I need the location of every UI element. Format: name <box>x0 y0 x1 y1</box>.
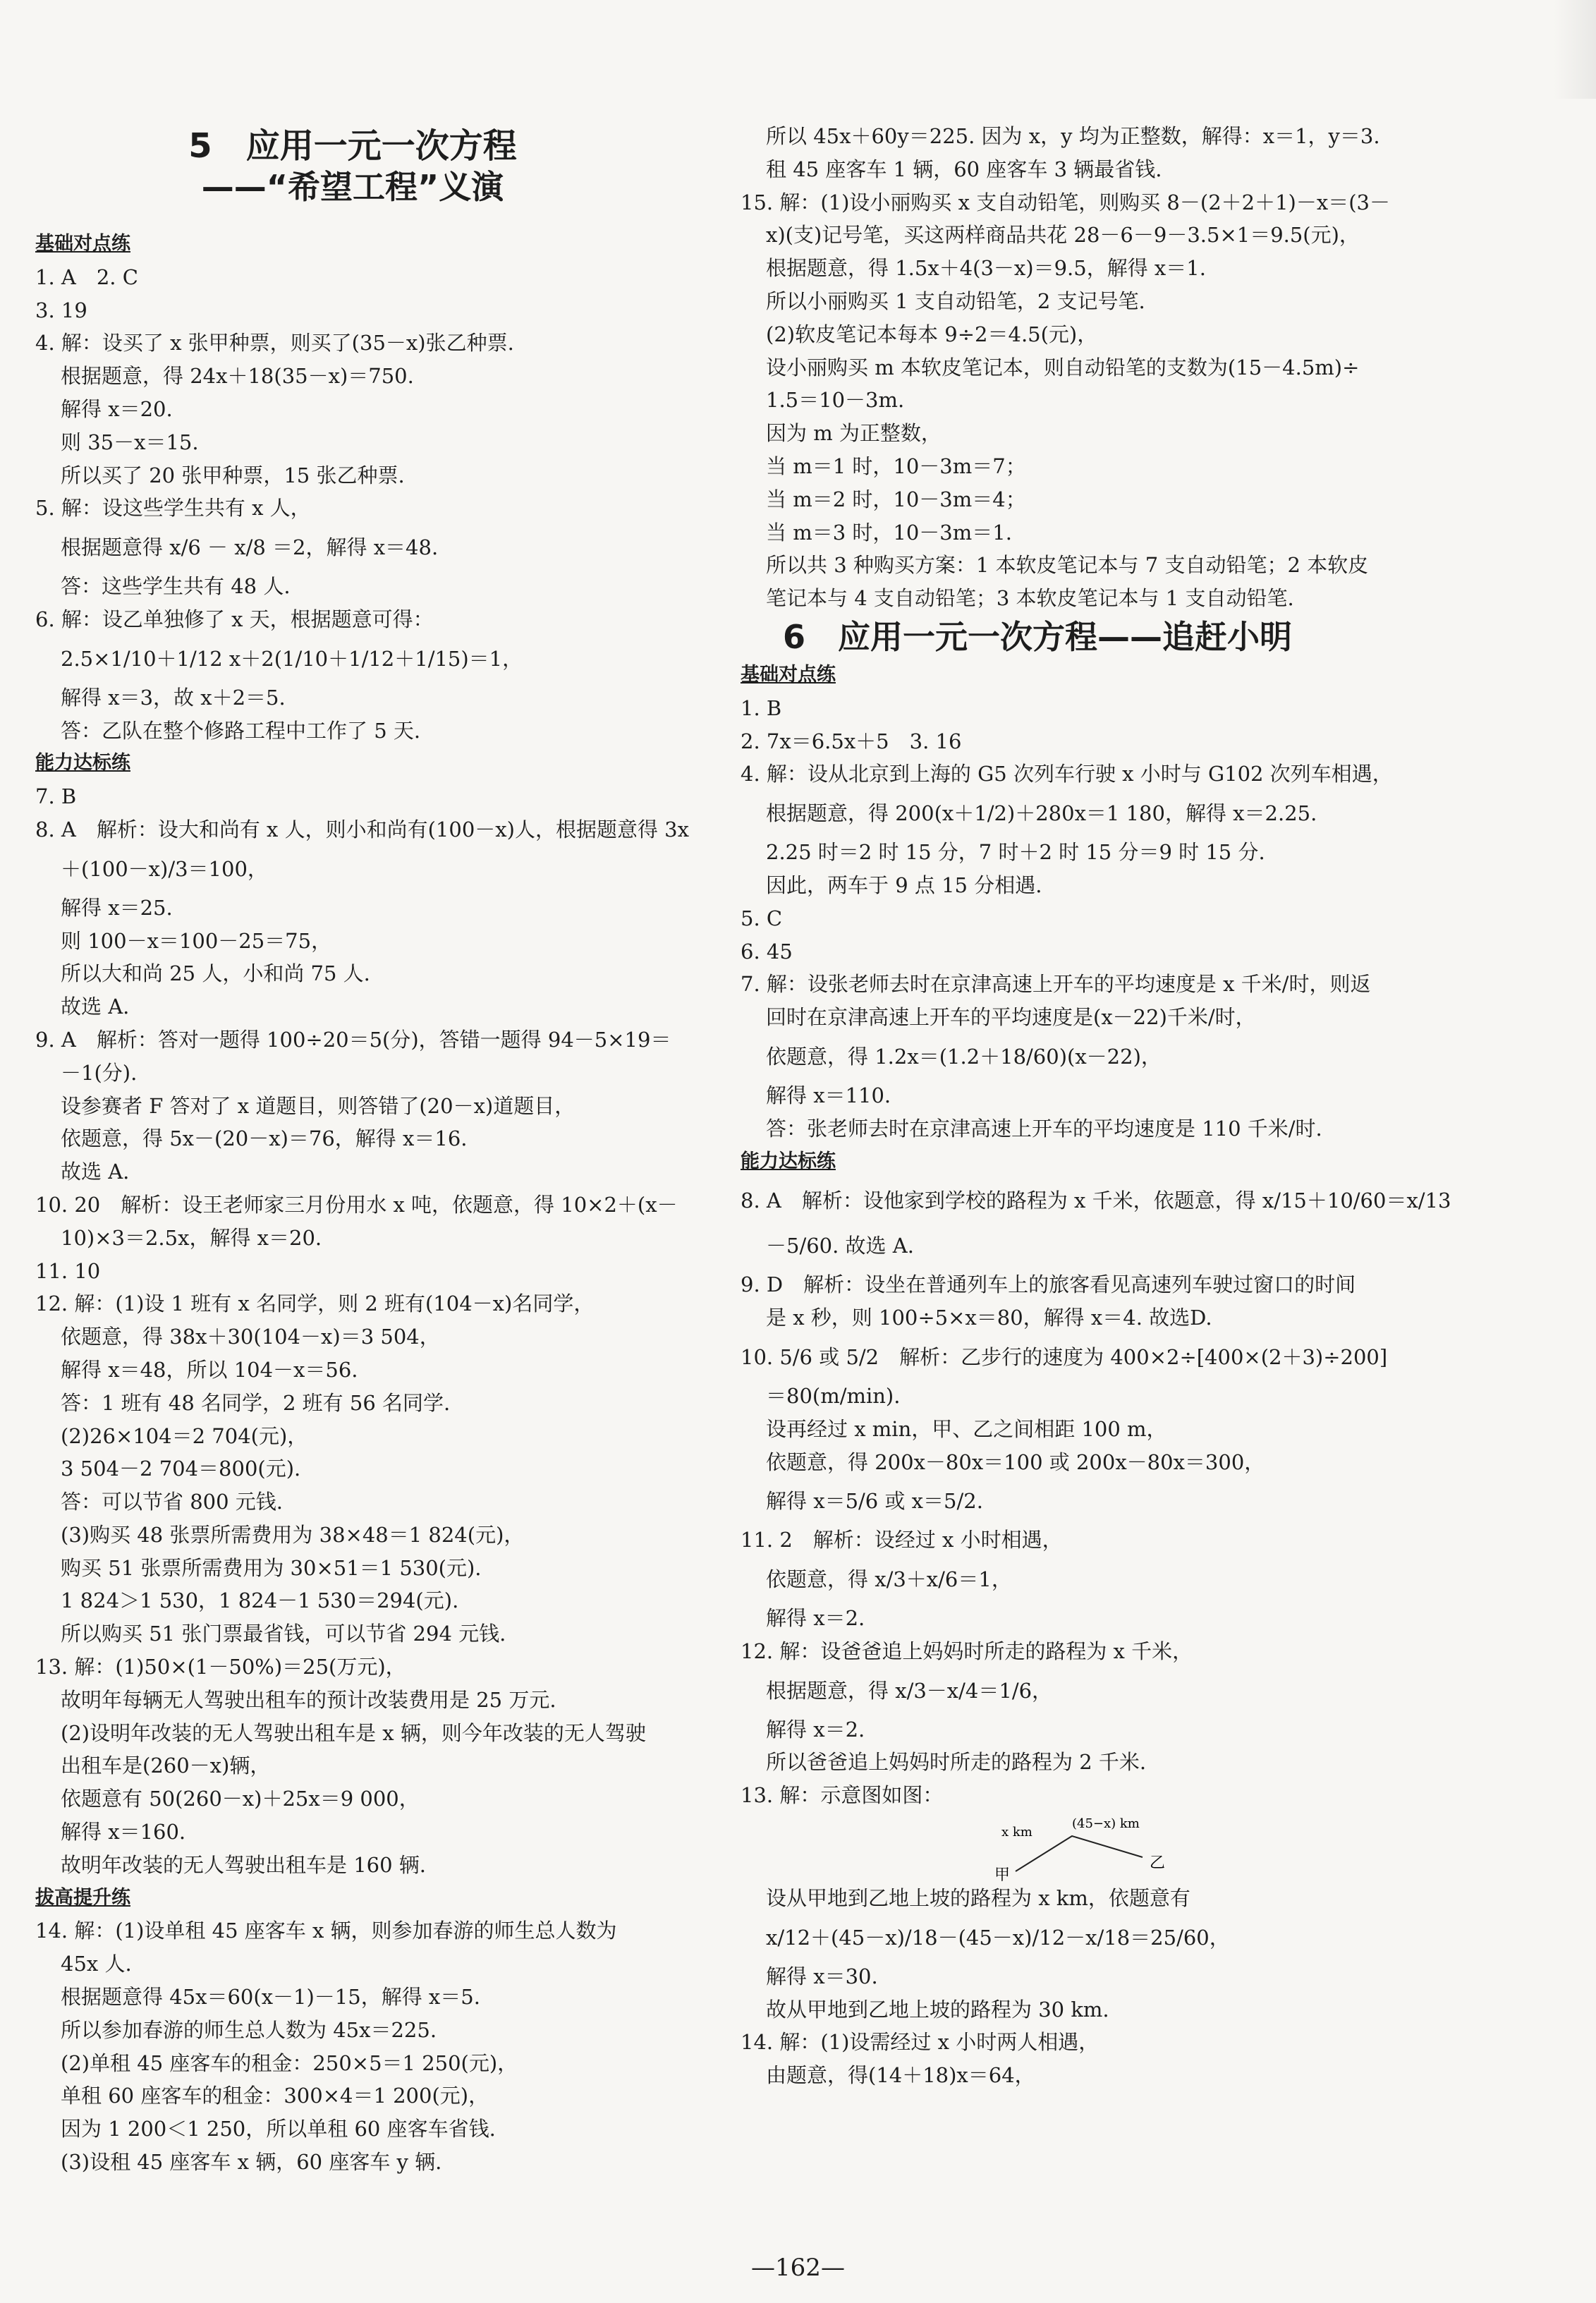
section-5-title: 5 应用一元一次方程 <box>188 126 517 166</box>
answer-line: 12. 解：(1)设 1 班有 x 名同学，则 2 班有(104－x)名同学， <box>35 1292 595 1316</box>
answer-line: －5/60. 故选 A. <box>766 1234 914 1258</box>
answer-line: 11. 10 <box>35 1258 101 1283</box>
answer-line: 解得 x＝5/6 或 x＝5/2. <box>766 1489 983 1514</box>
answer-line: 根据题意得 45x＝60(x－1)－15，解得 x＝5. <box>61 1985 480 2010</box>
answer-line: 6. 解：设乙单独修了 x 天，根据题意可得： <box>35 607 434 631</box>
answer-line: 答：乙队在整个修路工程中工作了 5 天. <box>61 718 421 743</box>
answer-line: 租 45 座客车 1 辆，60 座客车 3 辆最省钱. <box>766 157 1162 181</box>
answer-line: 设从甲地到乙地上坡的路程为 x km，依题意有 <box>766 1886 1190 1911</box>
answer-line: 笔记本与 4 支自动铅笔；3 本软皮笔记本与 1 支自动铅笔. <box>766 586 1294 611</box>
answer-line: 15. 解：(1)设小丽购买 x 支自动铅笔，则购买 8－(2＋2＋1)－x＝(3－ <box>741 190 1390 214</box>
answer-line: 依题意，得 x/3＋x/6＝1， <box>766 1567 1012 1592</box>
answer-line: 解得 x＝2. <box>766 1717 865 1742</box>
answer-line: －1(分). <box>61 1060 138 1085</box>
answer-line: 1. A 2. C <box>35 265 138 289</box>
answer-line: 所以爸爸追上妈妈时所走的路程为 2 千米. <box>766 1750 1147 1775</box>
answer-line: 答：1 班有 48 名同学，2 班有 56 名同学. <box>61 1390 451 1415</box>
answer-line: 依题意，得 5x－(20－x)＝76，解得 x＝16. <box>61 1126 468 1151</box>
left-answer-lines <box>35 228 741 2179</box>
section-label: 基础对点练 <box>35 233 130 255</box>
answer-line: 解得 x＝20. <box>61 396 173 421</box>
answer-line: 设再经过 x min，甲、乙之间相距 100 m， <box>766 1416 1167 1441</box>
answer-line: 故选 A. <box>61 1160 130 1184</box>
answer-line: 12. 解：设爸爸追上妈妈时所走的路程为 x 千米， <box>741 1639 1193 1663</box>
answer-line: 根据题意，得 x/3－x/4＝1/6， <box>766 1678 1053 1703</box>
section-label: 基础对点练 <box>741 663 836 686</box>
answer-line: (2)单租 45 座客车的租金：250×5＝1 250(元)， <box>61 2050 518 2075</box>
answer-line: 10. 20 解析：设王老师家三月份用水 x 吨，依题意，得 10×2＋(x－ <box>35 1192 678 1217</box>
answer-line: 依题意，得 38x＋30(104－x)＝3 504， <box>61 1325 440 1349</box>
answer-line: 解得 x＝25. <box>61 895 173 920</box>
answer-line: 解得 x＝110. <box>766 1083 891 1107</box>
right-answer-lines-b <box>741 659 1451 1812</box>
answer-line: 是 x 秒，则 100÷5×x＝80，解得 x＝4. 故选D. <box>766 1306 1212 1330</box>
diagram-label-left: x km <box>1001 1825 1032 1840</box>
section-6-title: 6 应用一元一次方程——追赶小明 <box>783 617 1293 656</box>
answer-line: (3)设租 45 座客车 x 辆，60 座客车 y 辆. <box>61 2150 442 2175</box>
answer-line: 7. B <box>35 784 77 809</box>
answer-line: 依题意，得 1.2x＝(1.2＋18/60)(x－22)， <box>766 1044 1162 1069</box>
right-answer-lines-a <box>741 120 1446 615</box>
answer-line: (2)设明年改装的无人驾驶出租车是 x 辆，则今年改装的无人驾驶 <box>61 1720 646 1745</box>
answer-line: 所以 45x＋60y＝225. 因为 x，y 均为正整数，解得：x＝1，y＝3. <box>766 124 1380 148</box>
answer-line: x/12＋(45－x)/18－(45－x)/12－x/18＝25/60， <box>766 1925 1230 1950</box>
answer-line: 2. 7x＝6.5x＋5 3. 16 <box>741 729 962 753</box>
answer-line: 故明年改装的无人驾驶出租车是 160 辆. <box>61 1852 427 1877</box>
answer-line: 答：可以节省 800 元钱. <box>61 1490 284 1514</box>
answer-line: 1 824＞1 530，1 824－1 530＝294(元). <box>61 1588 459 1613</box>
answer-line: 解得 x＝30. <box>766 1964 878 1988</box>
answer-line: 购买 51 张票所需费用为 30×51＝1 530(元). <box>61 1555 482 1580</box>
answer-line: 1.5＝10－3m. <box>766 388 905 413</box>
answer-line: 所以大和尚 25 人，小和尚 75 人. <box>61 961 370 986</box>
answer-line: 13. 解：示意图如图： <box>741 1783 944 1808</box>
answer-line: 答：张老师去时在京津高速上开车的平均速度是 110 千米/时. <box>766 1116 1322 1141</box>
answer-line: 2.25 时＝2 时 15 分，7 时＋2 时 15 分＝9 时 15 分. <box>766 840 1265 865</box>
answer-line: 14. 解：(1)设需经过 x 小时两人相遇， <box>741 2030 1099 2055</box>
answer-line: 45x 人. <box>61 1952 132 1976</box>
answer-line: 解得 x＝48，所以 104－x＝56. <box>61 1357 358 1382</box>
answer-line: 出租车是(260－x)辆， <box>61 1754 271 1778</box>
answer-line: 所以参加春游的师生总人数为 45x＝225. <box>61 2017 437 2042</box>
answer-line: 则 100－x＝100－25＝75， <box>61 928 332 953</box>
page-number: —162— <box>751 2254 845 2282</box>
answer-line: 根据题意，得 24x＋18(35－x)＝750. <box>61 364 414 389</box>
answer-line: 由题意，得(14＋18)x＝64， <box>766 2063 1035 2088</box>
answer-line: 因为 1 200＜1 250，所以单租 60 座客车省钱. <box>61 2117 496 2141</box>
answer-line: 故选 A. <box>61 995 130 1019</box>
section-5-heading <box>85 126 621 216</box>
answer-line: 8. A 解析：设他家到学校的路程为 x 千米，依题意，得 x/15＋10/60＝x/13 <box>741 1189 1451 1213</box>
answer-line: 14. 解：(1)设单租 45 座客车 x 辆，则参加春游的师生总人数为 <box>35 1919 617 1943</box>
scan-edge-shading <box>1554 0 1596 99</box>
answer-line: 故从甲地到乙地上坡的路程为 30 km. <box>766 1997 1109 2022</box>
answer-line: 所以购买 51 张门票最省钱，可以节省 294 元钱. <box>61 1622 506 1646</box>
answer-line: (2)软皮笔记本每本 9÷2＝4.5(元)， <box>766 322 1098 346</box>
answer-line: 所以买了 20 张甲种票，15 张乙种票. <box>61 463 405 487</box>
answer-line: 根据题意，得 200(x＋1/2)＋280x＝1 180，解得 x＝2.25. <box>766 801 1317 826</box>
answer-line: 依题意，得 200x－80x＝100 或 200x－80x＝300， <box>766 1450 1265 1474</box>
answer-line: 4. 解：设买了 x 张甲种票，则买了(35－x)张乙种票. <box>35 331 514 356</box>
answer-line: 8. A 解析：设大和尚有 x 人，则小和尚有(100－x)人，根据题意得 3x <box>35 817 689 841</box>
section-5-subtitle: ——“希望工程”义演 <box>201 168 504 206</box>
answer-line: 9. A 解析：答对一题得 100÷20＝5(分)，答错一题得 94－5×19＝ <box>35 1027 671 1052</box>
answer-line: 6. 45 <box>741 939 793 964</box>
section-label: 拔高提升练 <box>35 1886 130 1909</box>
section-label: 能力达标练 <box>741 1150 836 1172</box>
answer-line: 3 504－2 704＝800(元). <box>61 1457 301 1481</box>
answer-line: 解得 x＝3，故 x＋2＝5. <box>61 685 286 710</box>
answer-line: (3)购买 48 张票所需费用为 38×48＝1 824(元)， <box>61 1522 525 1547</box>
section-label: 能力达标练 <box>35 752 130 774</box>
answer-line: 10. 5/6 或 5/2 解析：乙步行的速度为 400×2÷[400×(2＋3)÷200] <box>741 1344 1388 1369</box>
answer-line: 设小丽购买 m 本软皮笔记本，则自动铅笔的支数为(15－4.5m)÷ <box>766 355 1360 379</box>
route-diagram <box>973 1815 1185 1882</box>
answer-line: 5. 解：设这些学生共有 x 人， <box>35 496 311 521</box>
answer-line: 则 35－x＝15. <box>61 430 199 454</box>
answer-line: x)(支)记号笔，买这两样商品共花 28－6－9－3.5×1＝9.5(元)， <box>766 223 1360 248</box>
answer-line: 因为 m 为正整数， <box>766 421 942 446</box>
answer-line: 13. 解：(1)50×(1－50%)＝25(万元)， <box>35 1655 406 1679</box>
answer-line: 5. C <box>741 906 783 930</box>
right-answer-lines-c <box>741 1882 1446 2092</box>
answer-line: 7. 解：设张老师去时在京津高速上开车的平均速度是 x 千米/时，则返 <box>741 972 1371 997</box>
answer-line: 所以小丽购买 1 支自动铅笔，2 支记号笔. <box>766 288 1145 313</box>
answer-line: 单租 60 座客车的租金：300×4＝1 200(元)， <box>61 2084 489 2108</box>
answer-line: 故明年每辆无人驾驶出租车的预计改装费用是 25 万元. <box>61 1687 556 1712</box>
answer-line: 根据题意，得 1.5x＋4(3－x)＝9.5，解得 x＝1. <box>766 256 1206 281</box>
answer-line: 设参赛者 F 答对了 x 道题目，则答错了(20－x)道题目， <box>61 1093 575 1118</box>
answer-line: 当 m＝2 时，10－3m＝4； <box>766 487 1026 511</box>
answer-line: 3. 19 <box>35 298 87 322</box>
answer-line: 答：这些学生共有 48 人. <box>61 574 291 599</box>
answer-line: 根据题意得 x/6 － x/8 ＝2，解得 x＝48. <box>61 535 439 560</box>
answer-line: ＝80(m/min). <box>766 1383 901 1408</box>
answer-line: 2.5×1/10＋1/12 x＋2(1/10＋1/12＋1/15)＝1， <box>61 646 523 671</box>
route-path <box>1016 1836 1143 1871</box>
answer-line: 9. D 解析：设坐在普通列车上的旅客看见高速列车驶过窗口的时间 <box>741 1272 1356 1297</box>
diagram-label-right: (45−x) km <box>1072 1816 1140 1832</box>
left-column <box>35 228 741 2179</box>
right-column <box>741 120 1451 2092</box>
answer-line: 所以共 3 种购买方案：1 本软皮笔记本与 7 支自动铅笔；2 本软皮 <box>766 553 1369 578</box>
answer-line: 回时在京津高速上开车的平均速度是(x－22)千米/时， <box>766 1005 1256 1030</box>
answer-line: 因此，两车于 9 点 15 分相遇. <box>766 873 1042 897</box>
answer-line: 当 m＝3 时，10－3m＝1. <box>766 520 1012 545</box>
diagram-point-a: 甲 <box>994 1866 1011 1883</box>
answer-line: 1. B <box>741 695 782 720</box>
answer-line: 解得 x＝2. <box>766 1606 865 1631</box>
answer-line: 依题意有 50(260－x)＋25x＝9 000， <box>61 1787 420 1811</box>
answer-line: 解得 x＝160. <box>61 1820 186 1845</box>
answer-line: 4. 解：设从北京到上海的 G5 次列车行驶 x 小时与 G102 次列车相遇， <box>741 762 1393 786</box>
diagram-point-b: 乙 <box>1150 1854 1166 1873</box>
answer-line: (2)26×104＝2 704(元)， <box>61 1423 308 1448</box>
answer-line: ＋(100－x)/3＝100， <box>61 856 268 881</box>
answer-line: 11. 2 解析：设经过 x 小时相遇， <box>741 1528 1063 1552</box>
answer-line: 当 m＝1 时，10－3m＝7； <box>766 454 1026 478</box>
answer-line: 10)×3＝2.5x，解得 x＝20. <box>61 1225 322 1250</box>
